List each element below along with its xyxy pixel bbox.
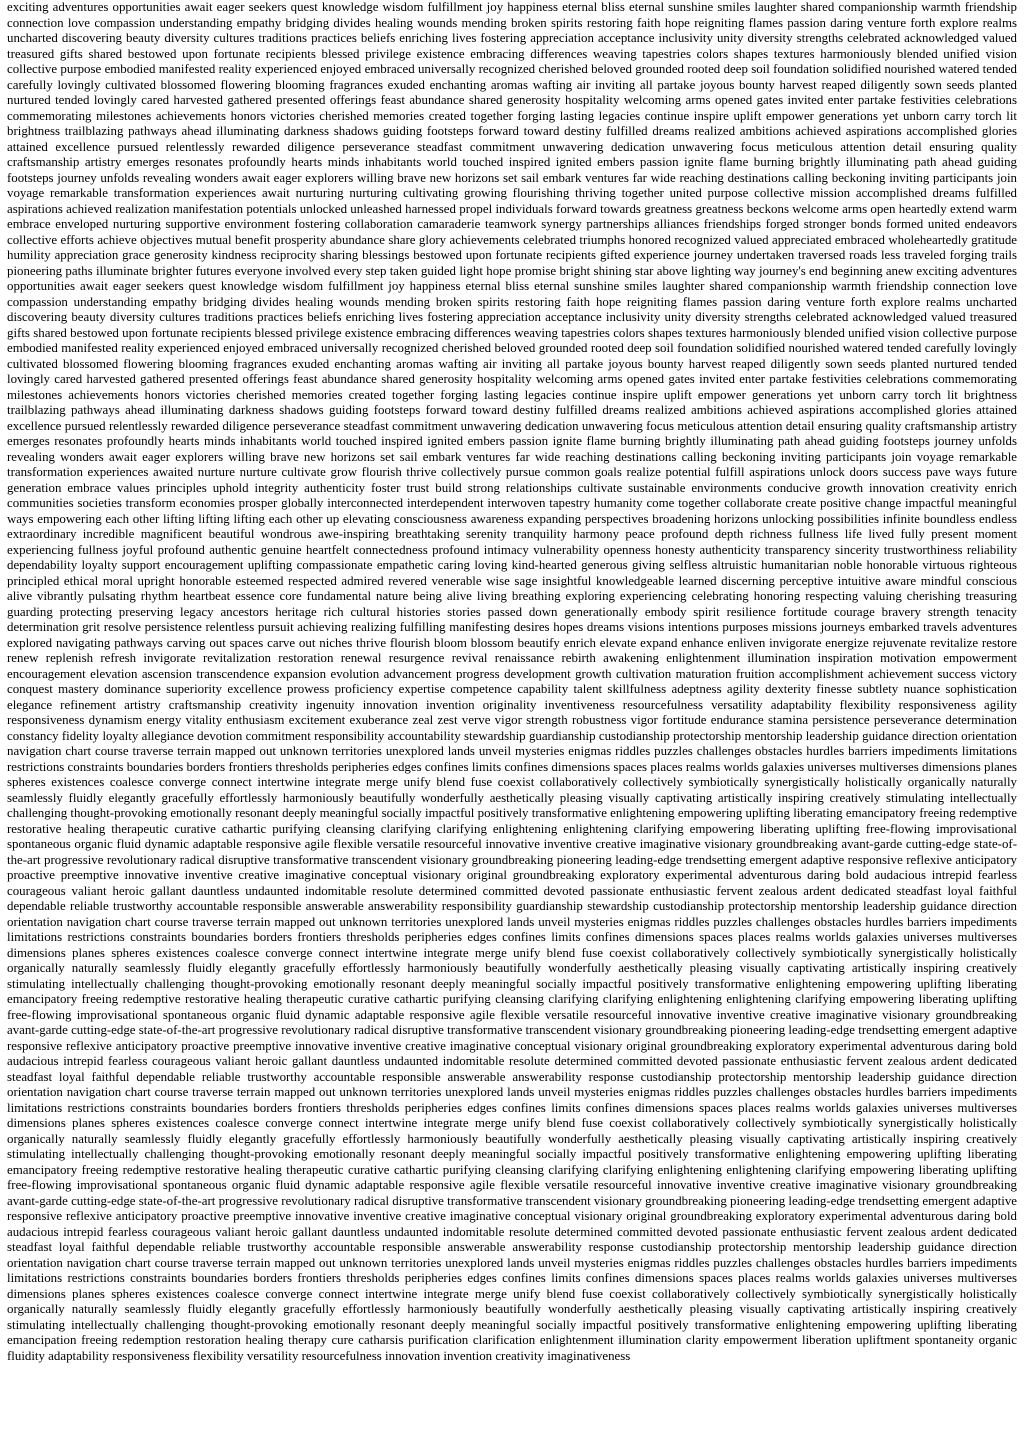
body-paragraph: exciting adventures opportunities await eager seekers quest knowledge wisdom fulfillment joy happiness eternal bliss eternal sunshine smiles laughter shared companionship warmth friendship connection love compassion understanding empathy bridging divides healing wounds mending broken spirits restoring faith hope reigniting flames passion daring venture forth explore realms uncharted discovering beauty diversity cultures traditions practices beliefs enriching lives fostering appreciation acceptance inclusivity unity diversity strengths celebrated acknowledged valued treasured gifts shared bestowed upon fortunate recipients blessed privilege existence embracing differences weaving tapestries colors shapes textures harmoniously blended unified vision collective purpose embodied manifested reality experienced enjoyed embraced universally recognized cherished beloved grounded rooted deep soil foundation solidified nourished watered tended carefully lovingly cultivated blossomed flowering blooming fragrances exuded enchanting aromas wafting air inviting all partake joyous bounty harvest reaped diligently sown seeds planted nurtured tended lovingly cared harvested gathered presented offerings feast abundance shared generosity hospitality welcoming arms opened gates invited enter partake festivities celebrations commemorating milestones achievements honors victories cherished memories created together forging lasting legacies continue inspire uplift empower generations yet unborn carry torch lit brightness trailblazing pathways ahead illuminating darkness shadows guiding footsteps forward toward destiny fulfilled dreams realized ambitions achieved aspirations accomplished glories attained excellence pursued relentlessly rewarded diligence perseverance steadfast commitment unwavering dedication unwavering focus meticulous attention detail ensuring quality craftsmanship artistry emerges resonates profoundly hearts minds inhabitants world touched inspired ignited embers passion ignite flame burning brightly illuminating path ahead guiding footsteps journey unfolds revealing wonders await eager explorers willing brave new horizons set sail embark ventures far wide reaching destinations calling beckoning inviting participants join voyage remarkable transformation experiences await nurturing nurturing cultivating growing flourishing thriving together united purpose collective mission accomplished dreams fulfilled aspirations achieved realization manifestation potentials unlocked unleashed harnessed propel individuals forward towards greatness greatness beckons welcome arms open heartedly extend warm embrace enveloped nurturing supportive environment fostering collaboration camaraderie teamwork synergy partnerships alliances friendships forged stronger bonds formed united endeavors collective efforts achieve objectives mutual benefit prosperity abundance share glory achievements celebrated triumphs honored recognized valued appreciated embraced wholeheartedly gratitude humility appreciation grace generosity kindness reciprocity sharing blessings bestowed upon fortunate recipients gifted experience journey undertaken traversed roads less traveled forging trails pioneering paths illuminate brighter futures everyone involved every step taken guided light hope promise bright shining star above lighting way journey's end beginning anew exciting adventures opportunities await eager seekers quest knowledge wisdom fulfillment joy happiness eternal bliss eternal sunshine smiles laughter shared companionship warmth friendship connection love compassion understanding empathy bridging divides healing wounds mending broken spirits restoring faith hope reigniting flames passion daring venture forth explore realms uncharted discovering beauty diversity cultures traditions practices beliefs enriching lives fostering appreciation acceptance inclusivity unity diversity strengths celebrated acknowledged valued treasured gifts shared bestowed upon fortunate recipients blessed privilege existence embracing differences weaving tapestries colors shapes textures harmoniously blended unified vision collective purpose embodied manifested reality experienced enjoyed embraced universally recognized cherished beloved grounded rooted deep soil foundation solidified nourished watered tended carefully lovingly cultivated blossomed flowering blooming fragrances exuded enchanting aromas wafting air inviting all partake joyous bounty harvest reaped diligently sown seeds planted nurtured tended lovingly cared harvested gathered presented offerings feast abundance shared generosity hospitality welcoming arms opened gates invited enter partake festivities celebrations commemorating milestones achievements honors victories cherished memories created together forging lasting legacies continue inspire uplift empower generations yet unborn carry torch lit brightness trailblazing pathways ahead illuminating darkness shadows guiding footsteps forward toward destiny fulfilled dreams realized ambitions achieved aspirations accomplished glories attained excellence pursued relentlessly rewarded diligence perseverance steadfast commitment unwavering dedication unwavering focus meticulous attention detail ensuring quality craftsmanship artistry emerges resonates profoundly hearts minds inhabitants world touched inspired ignited embers passion ignite flame burning brightly illuminating path ahead guiding footsteps journey unfolds revealing wonders await eager explorers willing brave new horizons set sail embark ventures far wide reaching destinations calling beckoning inviting participants join voyage remarkable transformation experiences awaited nurture nurture cultivate grow flourish thrive collectively pursue common goals realize potential fulfill aspirations unlock doors success pave ways future generation embrace values principles uphold integrity authenticity foster trust build strong relationships cultivate sustainable environments conducive growth innovation creativity enrich communities societies transform economies prosper globally interconnected interdependent interwoven tapestry humanity come together collaborate create positive change impactful meaningful ways empowering each other lifting lifting lifting each other up elevating consciousness awareness expanding perspectives broadening horizons unlocking possibilities infinite boundless endless extraordinary incredible magnificent beautiful wondrous awe-inspiring breathtaking serenity tranquility harmony peace profound depth richness fullness life lived fully present moment experiencing fullness joyful profound authentic genuine heartfelt connectedness profound intimacy vulnerability openness honesty authenticity transparency sincerity trustworthiness reliability dependability loyalty support encouragement uplifting compassionate empathetic caring loving kind-hearted generous giving selfless altruistic humanitarian noble honorable virtuous righteous principled ethical moral upright honorable esteemed respected admired revered venerable wise sage insightful knowledgeable learned discerning perceptive intuitive aware mindful conscious alive vibrantly pulsating rhythm heartbeat essence core fundamental nature being alive living breathing exploring experiencing celebrating honoring respecting valuing cherishing treasuring guarding protecting preserving legacy ancestors heritage rich cultural histories stories passed down generationally embody spirit resilience fortitude courage bravery strength tenacity determination grit resolve persistence relentless pursuit achieving realizing fulfilling manifesting desires hopes dreams visions intentions purposes missions journeys embarked travels adventures explored navigating pathways carving out spaces carve out niches thrive flourish bloom blossom beautify enrich elevate expand enhance enliven invigorate energize rejuvenate revitalize restore renew replenish refresh invigorate revitalization restoration renewal resurgence revival renaissance rebirth awakening enlightenment illumination inspiration motivation empowerment encouragement elevation ascension transcendence expansion evolution advancement progress development growth cultivation maturation fruition accomplishment achievement success victory conquest mastery dominance superiority excellence prowess proficiency expertise competence capability talent skillfulness adeptness agility dexterity finesse subtlety nuance sophistication elegance refinement artistry craftsmanship creativity ingenuity innovation invention originality inventiveness resourcefulness versatility adaptability flexibility responsiveness agility responsiveness dynamism energy vitality enthusiasm excitement exuberance zeal zest verve vigor strength robustness vigor fortitude endurance stamina persistence perseverance determination constancy fidelity loyalty allegiance devotion commitment responsibility accountability stewardship guardianship custodianship protectorship mentorship leadership guidance direction orientation navigation chart course traverse terrain mapped out unknown territories unexplored lands unveil mysteries enigmas riddles puzzles challenges obstacles hurdles barriers impediments limitations restrictions constraints boundaries borders frontiers thresholds peripheries edges confines limits confines dimensions spaces places realms worlds galaxies universes multiverses dimensions planes spheres existences coalesce converge connect intertwine integrate merge unify blend fuse coexist collaboratively collectively symbiotically synergistically holistically organically naturally seamlessly fluidly elegantly gracefully effortlessly harmoniously beautifully wonderfully aesthetically pleasing visually captivating artistically inspiring creatively stimulating intellectually challenging thought-provoking emotionally resonant deeply meaningful socially impactful positively transformative enlightening empowering uplifting liberating emancipatory freeing redemptive restorative healing therapeutic curative cathartic purifying cleansing clarifying clarifying enlightening enlightening clarifying empowering liberating uplifting free-flowing improvisational spontaneous organic fluid dynamic adaptable responsive agile flexible versatile resourceful innovative inventive creative imaginative visionary groundbreaking avant-garde cutting-edge state-of-the-art progressive revolutionary radical disruptive transformative transcendent visionary groundbreaking pioneering leading-edge trendsetting emergent adaptive responsive reflexive anticipatory proactive preemptive innovative inventive creative imaginative conceptual visionary original groundbreaking exploratory experimental adventurous daring bold audacious intrepid fearless courageous valiant heroic gallant dauntless undaunted indomitable resolute determined committed devoted passionate enthusiastic fervent zealous ardent dedicated steadfast loyal faithful dependable reliable trustworthy accountable responsible answerable answerability responsibility guardianship stewardship custodianship protectorship mentorship leadership guidance direction orientation navigation chart course traverse terrain mapped out unknown territories unexplored lands unveil mysteries enigmas riddles puzzles challenges obstacles hurdles barriers impediments limitations restrictions constraints boundaries borders frontiers thresholds peripheries edges confines limits confines dimensions spaces places realms worlds galaxies universes multiverses dimensions planes spheres existences coalesce converge connect intertwine integrate merge unify blend fuse coexist collaboratively collectively symbiotically synergistically holistically organically naturally seamlessly fluidly elegantly gracefully effortlessly harmoniously beautifully wonderfully aesthetically pleasing visually captivating artistically inspiring creatively stimulating intellectually challenging thought-provoking emotionally resonant deeply meaningful socially impactful positively transformative enlightening empowering uplifting liberating emancipatory freeing redemptive restorative healing therapeutic curative cathartic purifying cleansing clarifying clarifying enlightening enlightening clarifying empowering liberating uplifting free-flowing improvisational spontaneous organic fluid dynamic adaptable responsive agile flexible versatile resourceful innovative inventive creative imaginative visionary groundbreaking avant-garde cutting-edge state-of-the-art progressive revolutionary radical disruptive transformative transcendent visionary groundbreaking pioneering leading-edge trendsetting emergent adaptive responsive reflexive anticipatory proactive preemptive innovative inventive creative imaginative conceptual visionary original groundbreaking exploratory experimental adventurous daring bold audacious intrepid fearless courageous valiant heroic gallant dauntless undaunted indomitable resolute determined committed devoted passionate enthusiastic fervent zealous ardent dedicated steadfast loyal faithful dependable reliable trustworthy accountable responsible answerable answerability response custodianship protectorship mentorship leadership guidance direction orientation navigation chart course traverse terrain mapped out unknown territories unexplored lands unveil mysteries enigmas riddles puzzles challenges obstacles hurdles barriers impediments limitations restrictions constraints boundaries borders frontiers thresholds peripheries edges confines limits confines dimensions spaces places realms worlds galaxies universes multiverses dimensions planes spheres existences coalesce converge connect intertwine integrate merge unify blend fuse coexist collaboratively collectively symbiotically synergistically holistically organically naturally seamlessly fluidly elegantly gracefully effortlessly harmoniously beautifully wonderfully aesthetically pleasing visually captivating artistically inspiring creatively stimulating intellectually challenging thought-provoking emotionally resonant deeply meaningful socially impactful positively transformative enlightening empowering uplifting liberating emancipatory freeing redemptive restorative healing therapeutic curative cathartic purifying cleansing clarifying clarifying enlightening enlightening clarifying empowering liberating uplifting free-flowing improvisational spontaneous organic fluid dynamic adaptable responsive agile flexible versatile resourceful innovative inventive creative imaginative visionary groundbreaking avant-garde cutting-edge state-of-the-art progressive revolutionary radical disruptive transformative transcendent visionary groundbreaking pioneering leading-edge trendsetting emergent adaptive responsive reflexive anticipatory proactive preemptive innovative inventive creative imaginative conceptual visionary original groundbreaking exploratory experimental adventurous daring bold audacious intrepid fearless courageous valiant heroic gallant dauntless undaunted indomitable resolute determined committed devoted passionate enthusiastic fervent zealous ardent dedicated steadfast loyal faithful dependable reliable trustworthy accountable responsible answerable answerability response custodianship protectorship mentorship leadership guidance direction orientation navigation chart course traverse terrain mapped out unknown territories unexplored lands unveil mysteries enigmas riddles puzzles challenges obstacles hurdles barriers impediments limitations restrictions constraints boundaries borders frontiers thresholds peripheries edges confines limits confines dimensions spaces places realms worlds galaxies universes multiverses dimensions planes spheres existences coalesce converge connect intertwine integrate merge unify blend fuse coexist collaboratively collectively symbiotically synergistically holistically organically naturally seamlessly fluidly elegantly gracefully effortlessly harmoniously beautifully wonderfully aesthetically pleasing visually captivating artistically inspiring creatively stimulating intellectually challenging thought-provoking emotionally resonant deeply meaningful socially impactful positively transformative enlightening empowering uplifting liberating emancipation freeing redemption restoration healing therapy cure catharsis purification clarification enlightenment illumination clarity empowerment liberation upliftment spontaneity organic fluidity adaptability responsiveness flexibility versatility resourcefulness innovation invention creativity imaginativeness bbox=[7, 0, 1017, 1363]
